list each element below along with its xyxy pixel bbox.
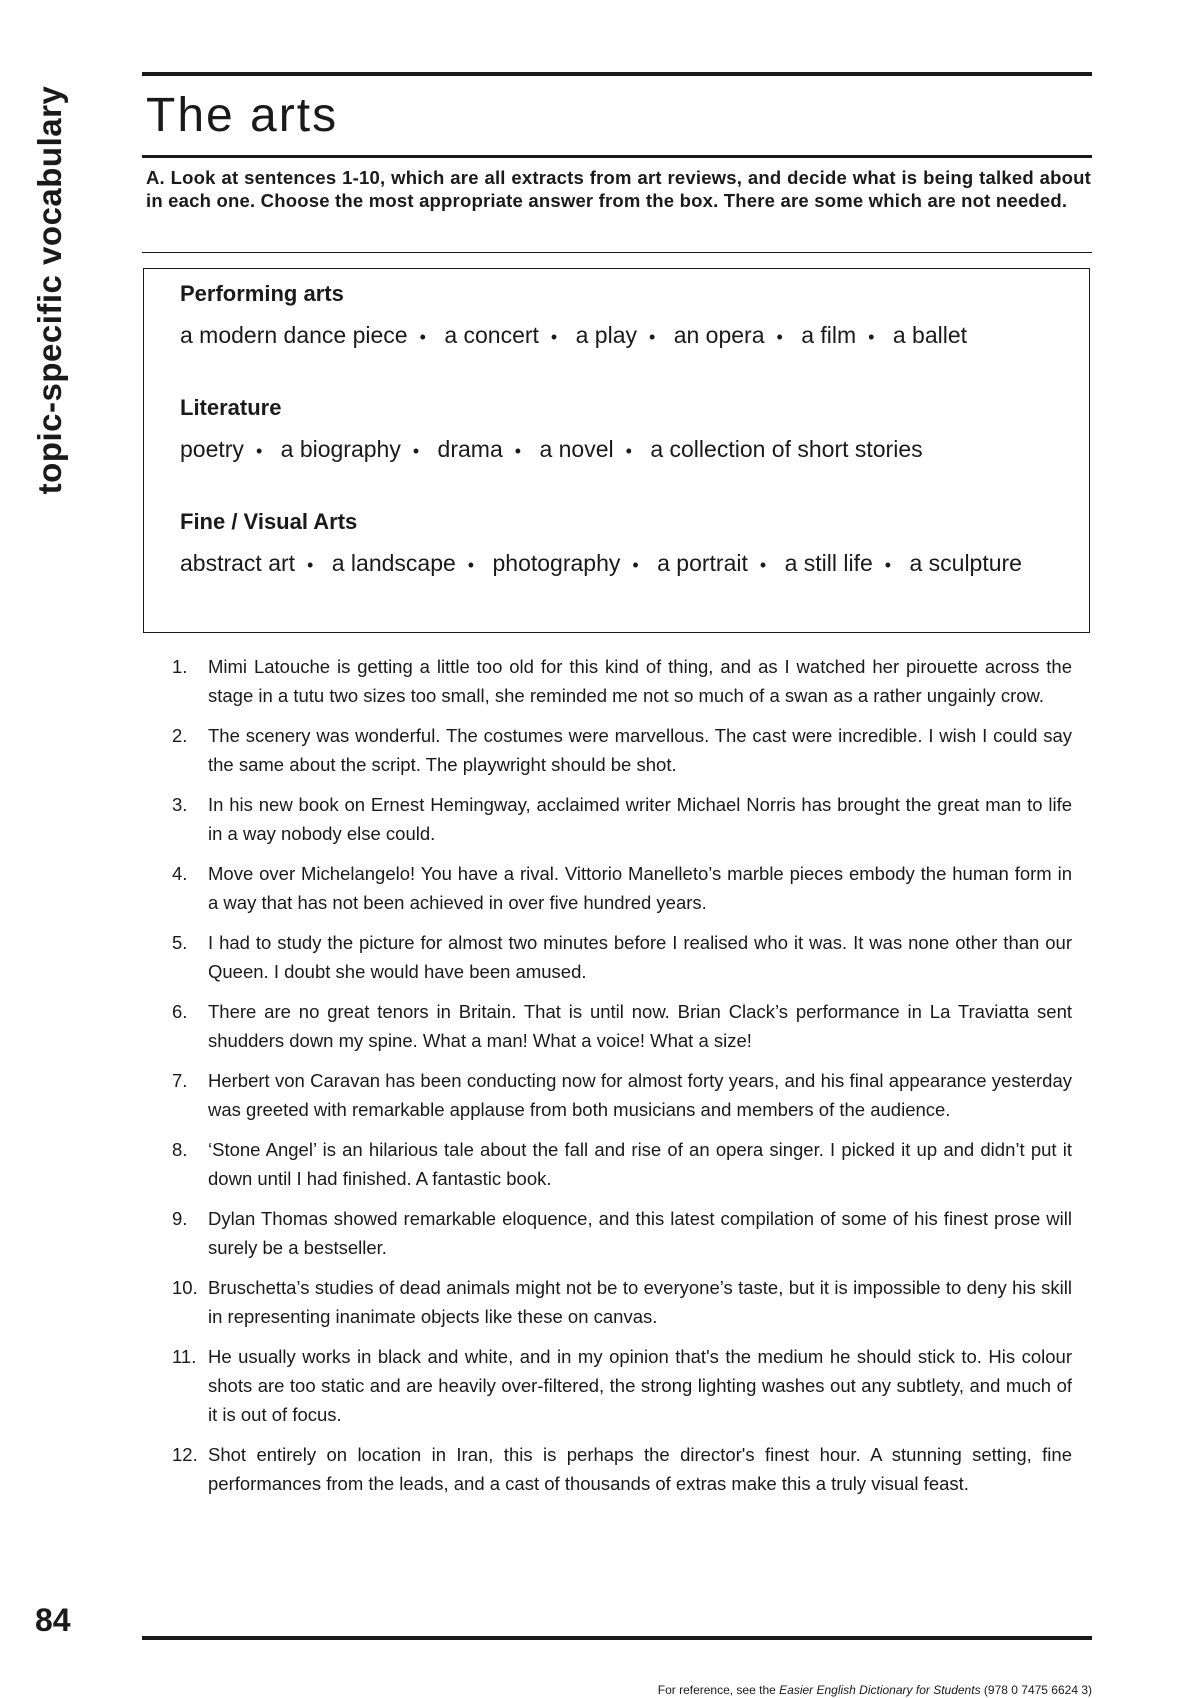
- bullet-separator: •: [307, 555, 314, 575]
- question-item: [172, 1342, 1072, 1429]
- side-section-label: [15, 70, 85, 510]
- question-number: 4.: [172, 863, 188, 884]
- question-text: Dylan Thomas showed remarkable eloquence, and this latest compilation of some of his finest prose will surely be a bestseller.: [208, 1208, 1072, 1258]
- category-word-list: [180, 431, 1060, 470]
- bullet-separator: •: [884, 555, 892, 575]
- bullet-separator: •: [759, 555, 767, 575]
- question-number: 3.: [172, 794, 188, 815]
- bullet-separator: •: [412, 441, 420, 461]
- bullet-separator: •: [632, 555, 639, 575]
- side-label-text: topic-specific vocabulary: [31, 85, 68, 495]
- question-text: Herbert von Caravan has been conducting now for almost forty years, and his final appearance yesterday was greeted with remarkable applause from both musicians and members of the audience.: [208, 1070, 1072, 1120]
- vocabulary-word: a collection of short stories: [650, 436, 923, 462]
- question-number: 5.: [172, 932, 188, 953]
- question-text: In his new book on Ernest Hemingway, acclaimed writer Michael Norris has brought the great man to life in a way nobody else could.: [208, 794, 1072, 844]
- vocabulary-word: a portrait: [657, 550, 748, 576]
- vocabulary-word: a modern dance piece: [180, 322, 408, 348]
- bullet-separator: •: [255, 441, 263, 461]
- category-word-list: [180, 317, 1060, 356]
- question-item: [172, 859, 1072, 917]
- instructions-rule: [142, 252, 1092, 253]
- question-text: ‘Stone Angel’ is an hilarious tale about the fall and rise of an opera singer. I picked it up and didn’t put it down until I had finished. A fantastic book.: [208, 1139, 1072, 1189]
- vocabulary-word: a film: [801, 322, 857, 348]
- page-number: 84: [35, 1602, 71, 1638]
- question-text: The scenery was wonderful. The costumes were marvellous. The cast were incredible. I wish I could say the same about the script. The playwright should be shot.: [208, 725, 1072, 775]
- category-literature: [180, 395, 1060, 470]
- question-item: [172, 1204, 1072, 1262]
- footer-suffix: (978 0 7475 6624 3): [980, 1683, 1092, 1697]
- vocabulary-word: abstract art: [180, 550, 296, 576]
- question-item: [172, 652, 1072, 710]
- question-number: 12.: [172, 1444, 198, 1465]
- page-title: The arts: [146, 89, 339, 142]
- vocabulary-word: poetry: [180, 436, 244, 462]
- question-item: [172, 997, 1072, 1055]
- vocabulary-word: a still life: [784, 550, 873, 576]
- question-number: 10.: [172, 1277, 198, 1298]
- title-rule: [142, 155, 1092, 158]
- bottom-rule: [142, 1636, 1092, 1640]
- vocabulary-word: drama: [437, 436, 503, 462]
- bullet-separator: •: [419, 327, 426, 347]
- question-item: [172, 1135, 1072, 1193]
- bullet-separator: •: [649, 327, 656, 347]
- question-text: He usually works in black and white, and in my opinion that's the medium he should stick to. His colour shots are too static and are heavily over-filtered, the strong lighting washes out any subtlety, and much of it is out of focus.: [208, 1346, 1072, 1425]
- vocabulary-word: a concert: [444, 322, 539, 348]
- vocabulary-word: a play: [575, 322, 637, 348]
- vocabulary-word: photography: [492, 550, 621, 576]
- category-heading: Performing arts: [180, 281, 344, 306]
- question-text: Mimi Latouche is getting a little too old for this kind of thing, and as I watched her pirouette across the stage in a tutu two sizes too small, she reminded me not so much of a swan as a rather ungainly crow.: [208, 656, 1072, 706]
- bullet-separator: •: [550, 327, 558, 347]
- category-performing-arts: [180, 281, 1060, 356]
- question-text: I had to study the picture for almost two minutes before I realised who it was. It was none other than our Queen. I doubt she would have been amused.: [208, 932, 1072, 982]
- question-item: [172, 1273, 1072, 1331]
- exercise-instructions: A. Look at sentences 1-10, which are all extracts from art reviews, and decide what is being talked about in each one. Choose the most appropriate answer from the box. There are some which are not needed.: [146, 167, 1091, 211]
- footer-book-title: Easier English Dictionary for Students: [779, 1683, 981, 1697]
- category-heading: Fine / Visual Arts: [180, 509, 358, 534]
- question-list: [172, 652, 1072, 1509]
- question-item: [172, 928, 1072, 986]
- bullet-separator: •: [868, 327, 875, 347]
- bullet-separator: •: [514, 441, 522, 461]
- vocabulary-box: [143, 268, 1090, 633]
- question-text: Shot entirely on location in Iran, this is perhaps the director's finest hour. A stunning setting, fine performances from the leads, and a cast of thousands of extras make this a truly visual feast.: [208, 1444, 1072, 1494]
- bullet-separator: •: [776, 327, 783, 347]
- vocabulary-word: a ballet: [892, 322, 968, 348]
- vocabulary-word: a landscape: [331, 550, 456, 576]
- question-number: 2.: [172, 725, 188, 746]
- top-rule: [142, 72, 1092, 76]
- category-fine-visual-arts: [180, 509, 1060, 584]
- category-heading: Literature: [180, 395, 282, 420]
- vocabulary-word: a biography: [280, 436, 401, 462]
- vocabulary-word: a novel: [539, 436, 614, 462]
- question-text: Bruschetta’s studies of dead animals might not be to everyone’s taste, but it is impossible to deny his skill in representing inanimate objects like these on canvas.: [208, 1277, 1072, 1327]
- footer-reference: [658, 1683, 1092, 1697]
- footer-prefix: For reference, see the: [657, 1683, 780, 1697]
- question-number: 1.: [172, 656, 188, 677]
- question-item: [172, 1066, 1072, 1124]
- question-number: 8.: [172, 1139, 188, 1160]
- bullet-separator: •: [467, 555, 475, 575]
- category-word-list: [180, 545, 1060, 584]
- question-text: There are no great tenors in Britain. That is until now. Brian Clack’s performance in La Traviatta sent shudders down my spine. What a man! What a voice! What a size!: [208, 1001, 1072, 1051]
- bullet-separator: •: [625, 441, 632, 461]
- question-item: [172, 1440, 1072, 1498]
- question-number: 9.: [172, 1208, 188, 1229]
- question-number: 11.: [172, 1346, 197, 1367]
- question-number: 7.: [172, 1070, 188, 1091]
- question-text: Move over Michelangelo! You have a rival. Vittorio Manelleto’s marble pieces embody the human form in a way that has not been achieved in over five hundred years.: [208, 863, 1072, 913]
- vocabulary-word: a sculpture: [909, 550, 1022, 576]
- vocabulary-word: an opera: [673, 322, 765, 348]
- question-item: [172, 790, 1072, 848]
- question-number: 6.: [172, 1001, 188, 1022]
- question-item: [172, 721, 1072, 779]
